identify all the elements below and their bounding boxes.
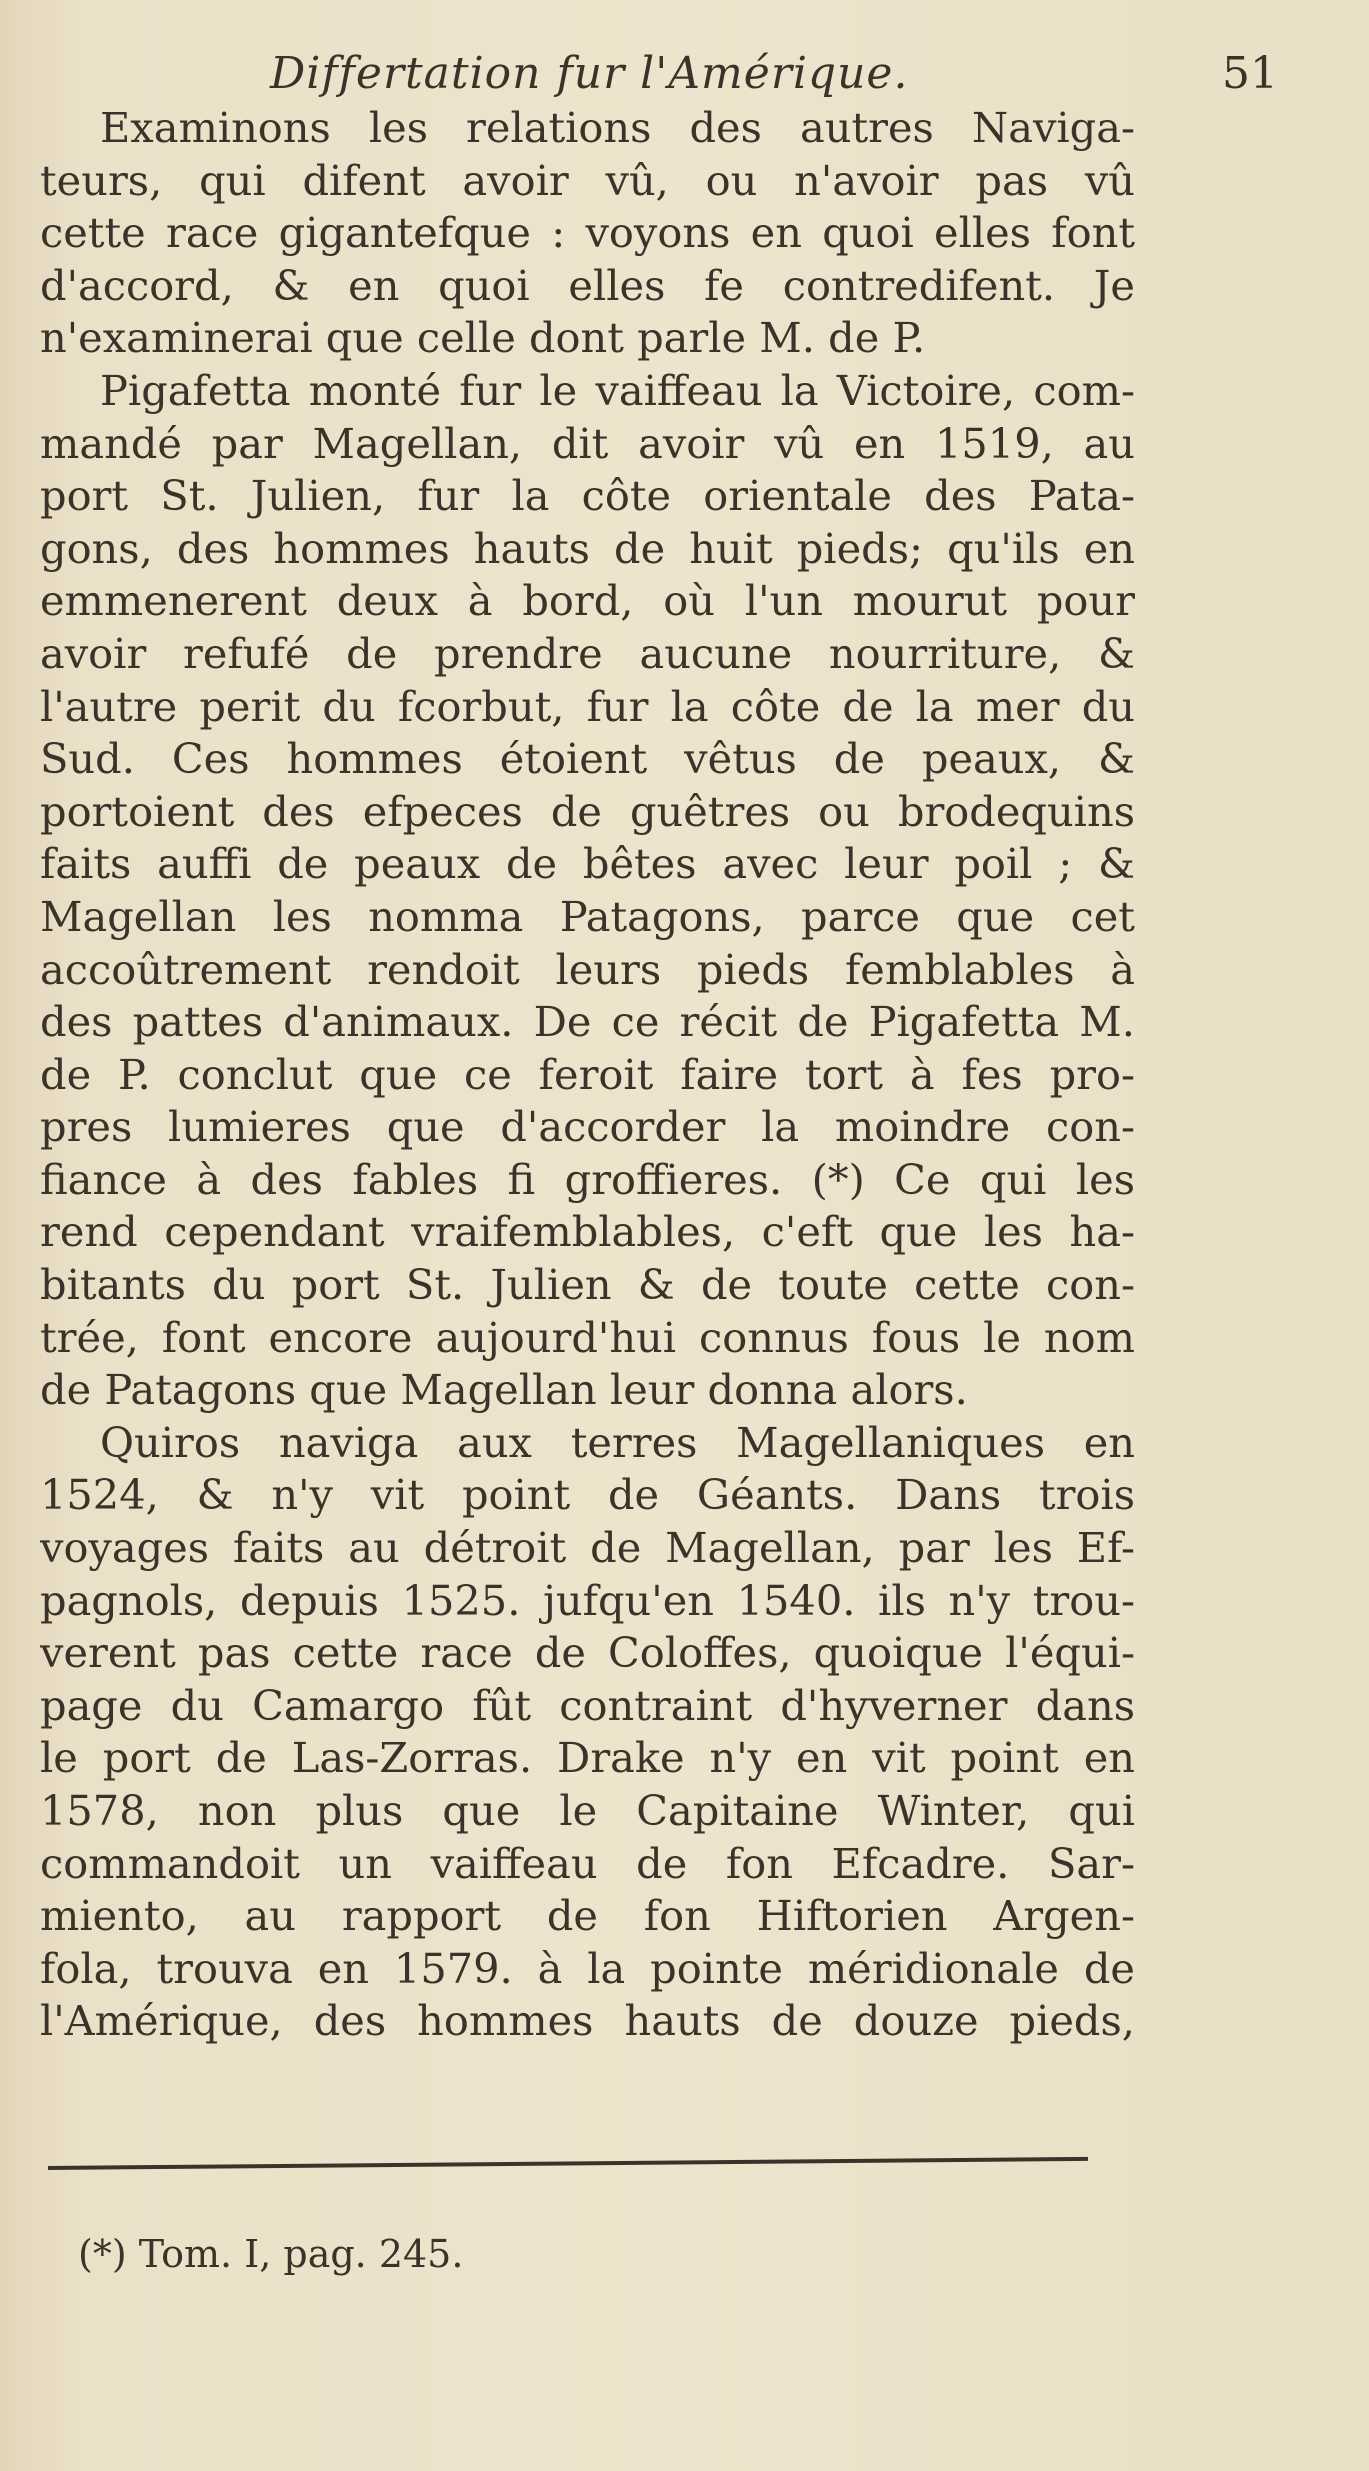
text-line: l'Amérique, des hommes hauts de douze pieds, (40, 1996, 1135, 2046)
text-line: des pattes d'animaux. De ce récit de Pigafetta M. (40, 997, 1135, 1047)
text-line: trée, font encore aujourd'hui connus fous le nom (40, 1312, 1135, 1362)
running-title: Differtation fur l'Amérique. (270, 48, 909, 99)
footnote: (*) Tom. I, pag. 245. (78, 2232, 464, 2276)
text-line: gons, des hommes hauts de huit pieds; qu'ils en (40, 523, 1135, 573)
text-line: bitants du port St. Julien & de toute cette con- (40, 1260, 1135, 1310)
text-line: rend cependant vraifemblables, c'eft que les ha- (40, 1207, 1135, 1257)
text-line: Sud. Ces hommes étoient vêtus de peaux, & (40, 734, 1135, 784)
text-line: cette race gigantefque : voyons en quoi elles font (40, 208, 1135, 258)
text-line: Quiros naviga aux terres Magellaniques en (100, 1417, 1135, 1467)
text-line: port St. Julien, fur la côte orientale des Pata- (40, 471, 1135, 521)
text-line: pagnols, depuis 1525. jufqu'en 1540. ils n'y trou- (40, 1575, 1135, 1625)
text-line: fiance à des fables fi groffieres. (*) Ce qui les (40, 1154, 1135, 1204)
footnote-divider (48, 2157, 1088, 2170)
text-line: 1524, & n'y vit point de Géants. Dans trois (40, 1470, 1135, 1520)
text-line: l'autre perit du fcorbut, fur la côte de la mer du (40, 681, 1135, 731)
text-line: n'examinerai que celle dont parle M. de P. (40, 313, 926, 363)
text-line: 1578, non plus que le Capitaine Winter, qui (40, 1786, 1135, 1835)
page-header (0, 48, 1369, 108)
page-number: 51 (1222, 48, 1278, 99)
text-line: Magellan les nomma Patagons, parce que cet (40, 891, 1135, 941)
text-line: d'accord, & en quoi elles fe contredifent. Je (40, 260, 1135, 310)
text-line: page du Camargo fût contraint d'hyverner dans (40, 1680, 1135, 1730)
text-line: teurs, qui difent avoir vû, ou n'avoir pas vû (40, 155, 1135, 205)
text-line: faits auffi de peaux de bêtes avec leur poil ; & (40, 839, 1135, 889)
text-line: fola, trouva en 1579. à la pointe méridionale de (40, 1943, 1135, 1993)
text-line: verent pas cette race de Coloffes, quoique l'équi- (40, 1628, 1135, 1678)
text-line: voyages faits au détroit de Magellan, par les Ef- (40, 1523, 1135, 1573)
text-line: Examinons les relations des autres Naviga- (100, 103, 1135, 152)
text-line: le port de Las-Zorras. Drake n'y en vit point en (40, 1733, 1135, 1783)
text-line: Pigafetta monté fur le vaiffeau la Victoire, com- (100, 365, 1135, 415)
text-line: portoient des efpeces de guêtres ou brodequins (40, 786, 1135, 836)
text-line: emmenerent deux à bord, où l'un mourut pour (40, 576, 1135, 626)
text-line: avoir refufé de prendre aucune nourriture, & (40, 628, 1135, 678)
text-line: commandoit un vaiffeau de fon Efcadre. Sar- (40, 1838, 1135, 1888)
text-line: mandé par Magellan, dit avoir vû en 1519, au (40, 418, 1135, 468)
text-line: de Patagons que Magellan leur donna alors. (40, 1365, 968, 1415)
text-line: miento, au rapport de fon Hiftorien Argen- (40, 1891, 1135, 1941)
text-line: de P. conclut que ce feroit faire tort à fes pro- (40, 1049, 1135, 1099)
text-line: pres lumieres que d'accorder la moindre con- (40, 1102, 1135, 1152)
text-line: accoûtrement rendoit leurs pieds femblables à (40, 944, 1135, 994)
body-text (40, 102, 1135, 2048)
